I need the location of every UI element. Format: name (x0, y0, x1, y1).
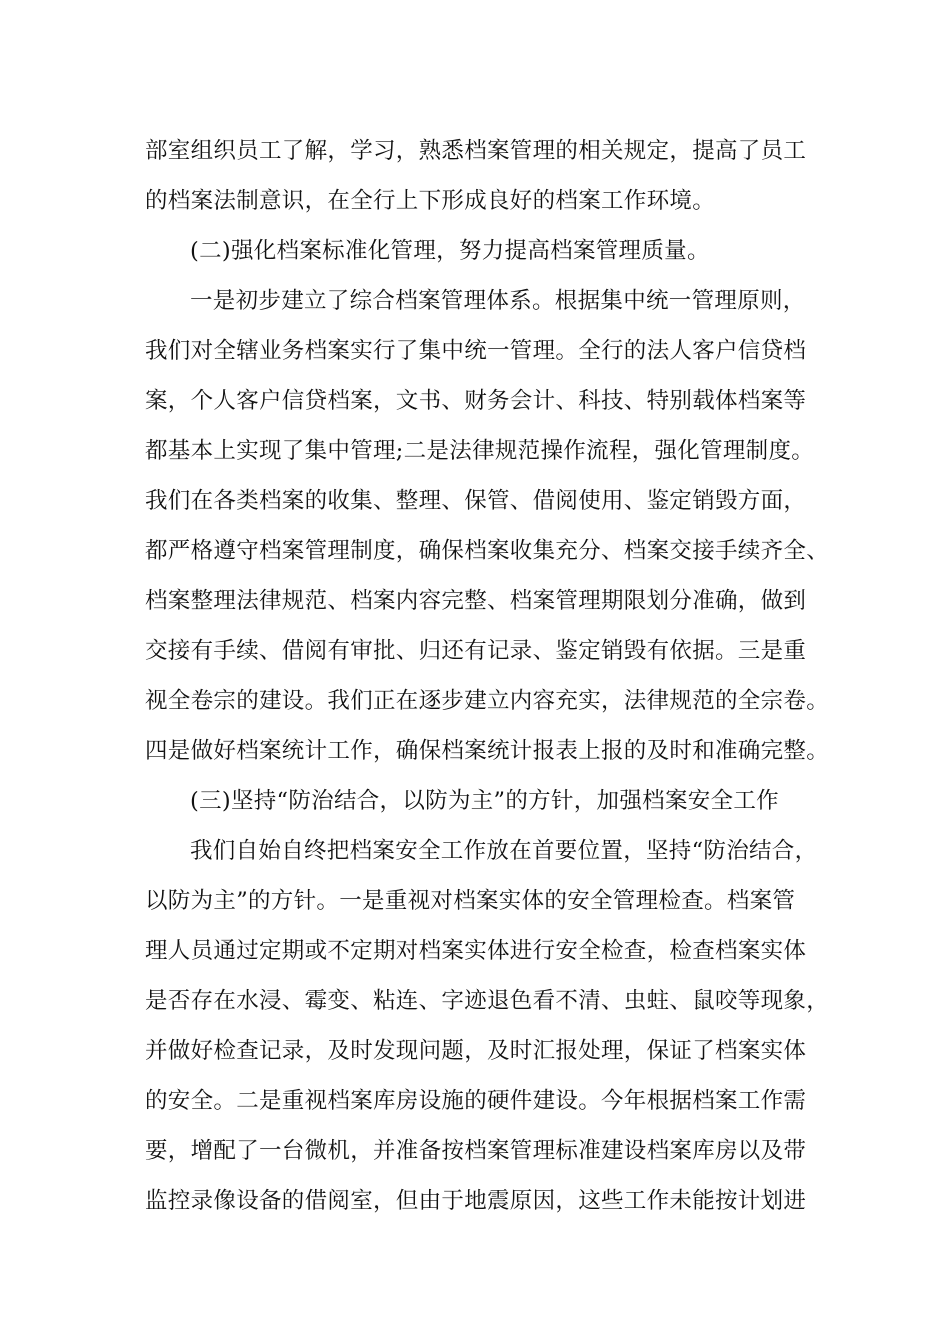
text-line-1: 部室组织员工了解，学习，熟悉档案管理的相关规定，提高了员工 (145, 138, 807, 164)
section-heading-2: (二)强化档案标准化管理，努力提高档案管理质量。 (190, 238, 710, 264)
text-line-19: 并做好检查记录，及时发现问题，及时汇报处理，保证了档案实体 (145, 1038, 807, 1064)
text-line-5: 我们对全辖业务档案实行了集中统一管理。全行的法人客户信贷档 (145, 338, 807, 364)
text-line-2: 的档案法制意识，在全行上下形成良好的档案工作环境。 (145, 188, 716, 214)
text-line-6: 案，个人客户信贷档案，文书、财务会计、科技、特别载体档案等 (145, 388, 807, 414)
text-line-15: 我们自始自终把档案安全工作放在首要位置，坚持“防治结合， (190, 838, 818, 864)
text-line-11: 交接有手续、借阅有审批、归还有记录、鉴定销毁有依据。三是重 (145, 638, 807, 664)
section-heading-3: (三)坚持“防治结合，以防为主”的方针，加强档案安全工作 (190, 788, 779, 814)
text-line-13: 四是做好档案统计工作，确保档案统计报表上报的及时和准确完整。 (145, 738, 830, 764)
text-line-17: 理人员通过定期或不定期对档案实体进行安全检查，检查档案实体 (145, 938, 807, 964)
text-line-8: 我们在各类档案的收集、整理、保管、借阅使用、鉴定销毁方面， (145, 488, 807, 514)
text-line-16: 以防为主”的方针。一是重视对档案实体的安全管理检查。档案管 (145, 888, 796, 914)
text-line-10: 档案整理法律规范、档案内容完整、档案管理期限划分准确，做到 (145, 588, 807, 614)
text-line-21: 要，增配了一台微机，并准备按档案管理标准建设档案库房以及带 (145, 1138, 807, 1164)
text-line-20: 的安全。二是重视档案库房设施的硬件建设。今年根据档案工作需 (145, 1088, 807, 1114)
text-line-12: 视全卷宗的建设。我们正在逐步建立内容充实，法律规范的全宗卷。 (145, 688, 830, 714)
text-line-7: 都基本上实现了集中管理;二是法律规范操作流程，强化管理制度。 (145, 438, 815, 464)
text-line-9: 都严格遵守档案管理制度，确保档案收集充分、档案交接手续齐全、 (145, 538, 830, 564)
text-line-18: 是否存在水浸、霉变、粘连、字迹退色看不清、虫蛀、鼠咬等现象， (145, 988, 830, 1014)
text-line-4: 一是初步建立了综合档案管理体系。根据集中统一管理原则， (190, 288, 806, 314)
text-line-22: 监控录像设备的借阅室，但由于地震原因，这些工作未能按计划进 (145, 1188, 807, 1214)
